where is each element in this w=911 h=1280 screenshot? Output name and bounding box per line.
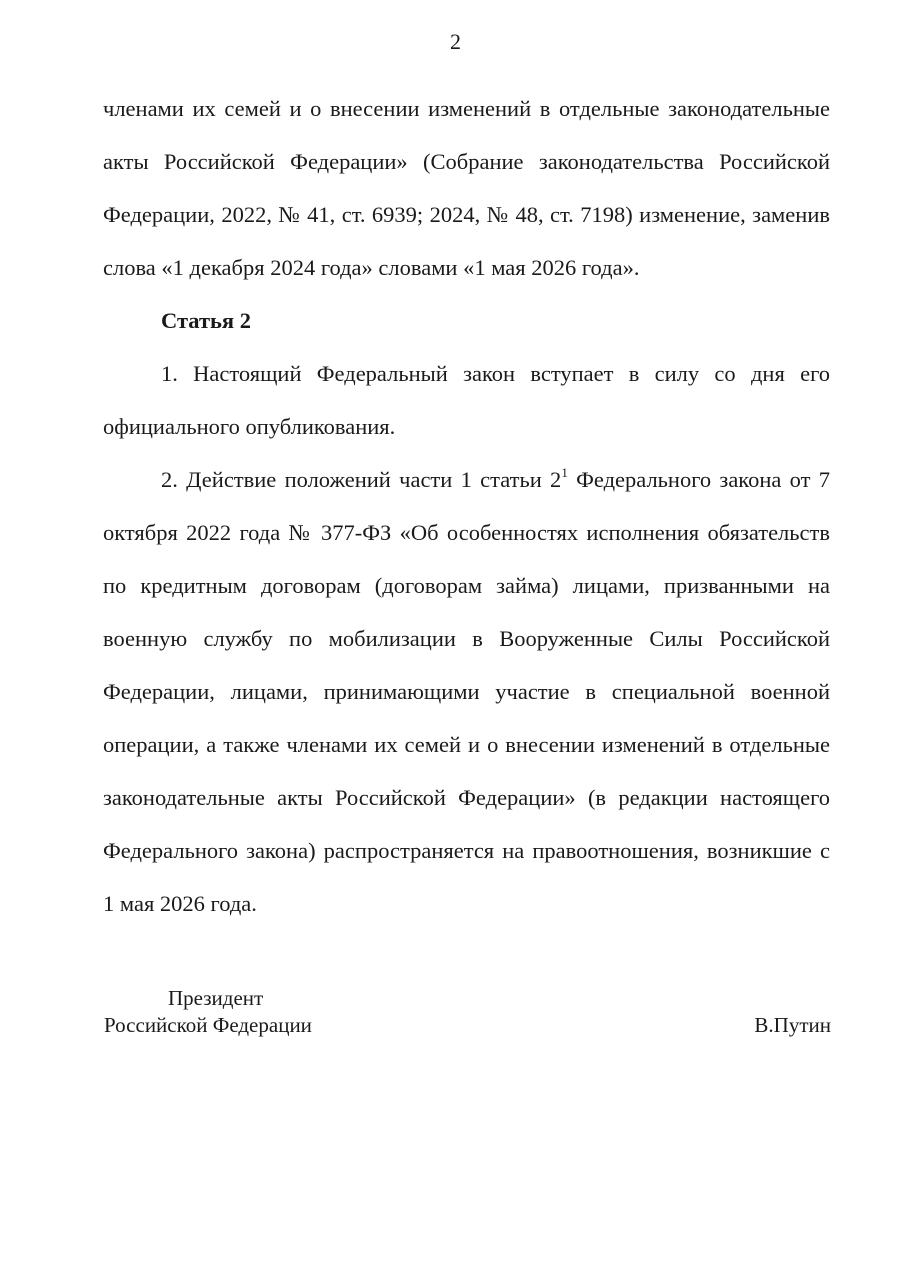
signatory-title-line-2: Российской Федерации — [104, 1013, 312, 1037]
clause-2-text-start: 2. Действие положений части 1 статьи 2 — [161, 467, 562, 492]
superscript-index: 1 — [561, 465, 568, 480]
signatory-title-line-1: Президент — [168, 986, 264, 1010]
clause-2-paragraph — [103, 453, 830, 930]
document-body — [103, 82, 830, 930]
continuation-paragraph: членами их семей и о внесении изменений в отдельные законодательные акты Российской Федерации» (Собрание законодательства Российской Федерации, 2022, № 41, ст. 6939; 2024, № 48, ст. 7198) изменение, заменив слова «1 декабря 2024 года» словами «1 мая 2026 года». — [103, 96, 830, 280]
page-number: 2 — [450, 29, 461, 54]
clause-2-text-rest: Федерального закона от 7 октября 2022 года № 377-ФЗ «Об особенностях исполнения обязательств по кредитным договорам (договорам займа) лицами, призванными на военную службу по мобилизации в Вооруженные Силы Российской Федерации, лицами, принимающими участие в специальной военной операции, а также членами их семей и о внесении изменений в отдельные законодательные акты Российской Федерации» (в редакции настоящего Федерального закона) распространяется на правоотношения, возникшие с 1 мая 2026 года. — [103, 467, 830, 916]
signatory-title — [104, 985, 312, 1039]
signatory-name: В.Путин — [754, 1013, 831, 1037]
clause-1-paragraph: 1. Настоящий Федеральный закон вступает в силу со дня его официального опубликования. — [103, 361, 830, 439]
article-heading: Статья 2 — [161, 308, 251, 333]
